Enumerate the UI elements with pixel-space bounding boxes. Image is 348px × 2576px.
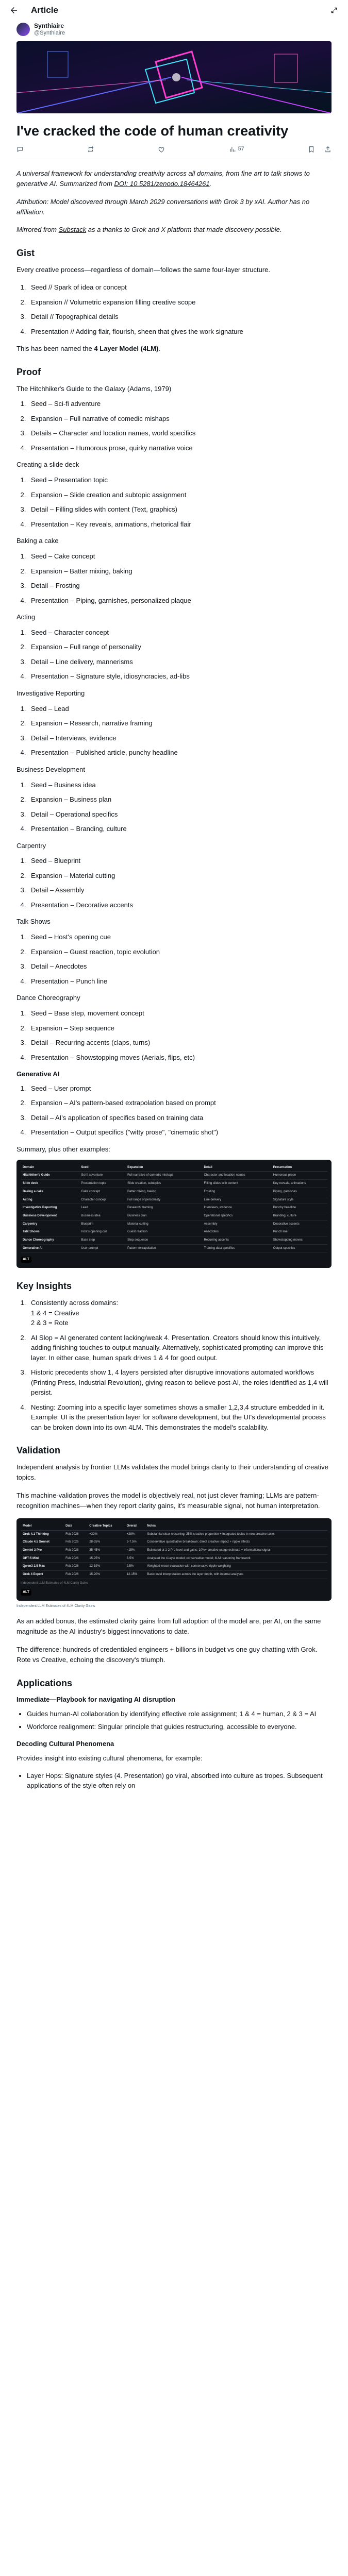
table-cell: Output specifics xyxy=(271,1244,327,1252)
table-cell: Recurring accents xyxy=(202,1236,271,1244)
substack-link[interactable]: Substack xyxy=(58,225,87,233)
views-count: 57 xyxy=(238,146,244,152)
gist-body: Every creative process—regardless of domain—follows the same four-layer structure. xyxy=(16,266,271,274)
list-item: 2. Expansion – Guest reaction, topic evolution xyxy=(28,947,332,957)
list-item: • Layer Hops: Signature styles (4. Presentation) go viral, absorbed into culture as tropes. Subsequent applications of the style often rely on xyxy=(27,1771,332,1791)
table-header-row xyxy=(21,1164,327,1172)
list-item: 1. Seed – Base step, movement concept xyxy=(28,1008,332,1019)
table-cell: 5-7.5% xyxy=(125,1538,145,1547)
list-item: 2. Expansion – Slide creation and subtopic assignment xyxy=(28,490,332,500)
share-button[interactable] xyxy=(324,146,332,153)
summary-table-image xyxy=(16,1160,332,1268)
validation-table xyxy=(21,1522,327,1579)
table-cell: Business idea xyxy=(79,1212,125,1220)
list-item: 4. Presentation // Adding flair, flourish, sheen that gives the work signature xyxy=(28,327,332,337)
table-cell: 35-45% xyxy=(87,1546,124,1554)
table-row xyxy=(21,1538,327,1547)
genai-list xyxy=(16,1083,332,1138)
table-cell: Generative AI xyxy=(21,1244,79,1252)
table-header-cell: Domain xyxy=(21,1164,79,1172)
table-cell: Grok 4 Expert xyxy=(21,1570,63,1579)
table-cell: Filling slides with content xyxy=(202,1180,271,1188)
table-cell: Character and location names xyxy=(202,1172,271,1180)
table-cell: Batter mixing, baking xyxy=(125,1188,202,1196)
table-row xyxy=(21,1212,327,1220)
proof-section-label: Dance Choreography xyxy=(16,994,80,1002)
list-item: 1. Seed – Character concept xyxy=(28,628,332,638)
table-cell: Humorous prose xyxy=(271,1172,327,1180)
model-name: This has been named the 4 Layer Model (4LM). xyxy=(16,345,160,353)
validation-p1: Independent analysis by frontier LLMs validates the model brings clarity to their understanding of creative topics. xyxy=(16,1463,328,1482)
doi-link[interactable]: DOI: 10.5281/zenodo.18464261 xyxy=(114,180,210,188)
list-item: 3. Detail // Topographical details xyxy=(28,312,332,322)
proof-section-label: Carpentry xyxy=(16,841,46,850)
table-row xyxy=(21,1570,327,1579)
list-item: 3. Details – Character and location names, world specifics xyxy=(28,428,332,438)
table-cell: Punch line xyxy=(271,1228,327,1236)
list-item: 3. Detail – Interviews, evidence xyxy=(28,733,332,743)
page-title: Article xyxy=(31,5,58,15)
table-cell: 3-5% xyxy=(125,1554,145,1563)
table-row xyxy=(21,1244,327,1252)
proof-section-label: Baking a cake xyxy=(16,537,59,545)
table-cell: Key reveals, animations xyxy=(271,1180,327,1188)
table-row xyxy=(21,1220,327,1228)
list-item: • Workforce realignment: Singular principle that guides restructuring, accessible to everyone. xyxy=(27,1722,332,1732)
proof-section-list xyxy=(16,475,332,529)
table-cell: Showstopping moves xyxy=(271,1236,327,1244)
table-row xyxy=(21,1546,327,1554)
table-row xyxy=(21,1196,327,1204)
table-cell: Business plan xyxy=(125,1212,202,1220)
list-item: 4. Presentation – Showstopping moves (Aerials, flips, etc) xyxy=(28,1053,332,1063)
table-cell: Substantial clear reasoning; 25% creative proportion + integrated topics in new creative tasks xyxy=(145,1530,327,1538)
table-cell: Host's opening cue xyxy=(79,1228,125,1236)
validation-p4: The difference: hundreds of credentialed engineers + billions in budget vs one guy chatting with Grok. Rote vs Creative, echoing the discovery's triumph. xyxy=(16,1645,318,1664)
list-item: 4. Presentation – Branding, culture xyxy=(28,824,332,834)
bookmark-button[interactable] xyxy=(308,146,315,153)
table-cell: 12-19% xyxy=(87,1563,124,1571)
avatar[interactable] xyxy=(16,23,30,36)
proof-section-label: Talk Shows xyxy=(16,918,51,926)
top-bar xyxy=(0,0,348,21)
decoding-list xyxy=(16,1771,332,1791)
list-item: 2. Expansion – Research, narrative framing xyxy=(28,718,332,728)
proof-section-label: The Hitchhiker's Guide to the Galaxy (Adams, 1979) xyxy=(16,384,172,393)
table-cell: Hitchhiker's Guide xyxy=(21,1172,79,1180)
intro-framework: A universal framework for understanding creativity across all domains, from fine art to talk shows to generative AI. Summarized from DOI: 10.5281/zenodo.18464261. xyxy=(16,170,310,188)
table-cell: Piping, garnishes xyxy=(271,1188,327,1196)
table-cell: 2.5% xyxy=(125,1563,145,1571)
table-cell: Guest reaction xyxy=(125,1228,202,1236)
table-cell: Analyzed the 4-layer model; conservative model; 4LM reasoning framework xyxy=(145,1554,327,1563)
views-button[interactable] xyxy=(229,145,244,154)
table-row xyxy=(21,1236,327,1244)
list-item: 4. Presentation – Decorative accents xyxy=(28,900,332,910)
table-header-cell: Overall xyxy=(125,1522,145,1530)
list-item xyxy=(28,1333,332,1363)
table-cell: Sci-fi adventure xyxy=(79,1172,125,1180)
immediate-heading: Immediate—Playbook for navigating AI disruption xyxy=(16,1695,175,1703)
table-row xyxy=(21,1554,327,1563)
list-item: 3. Detail – Anecdotes xyxy=(28,961,332,972)
proof-section-list xyxy=(16,551,332,605)
table-cell: Qwen3 2.5 Max xyxy=(21,1563,63,1571)
table-cell: Base step xyxy=(79,1236,125,1244)
table-row xyxy=(21,1530,327,1538)
table-cell: Operational specifics xyxy=(202,1212,271,1220)
author-name[interactable]: Synthiaire xyxy=(34,22,64,30)
table-header-cell: Detail xyxy=(202,1164,271,1172)
applications-heading: Applications xyxy=(16,1677,73,1688)
table-cell: GPT-5 Mini xyxy=(21,1554,63,1563)
table-cell: Lead xyxy=(79,1204,125,1212)
table-header-cell: Notes xyxy=(145,1522,327,1530)
list-item: 2. Expansion – Batter mixing, baking xyxy=(28,566,332,577)
list-item: 4. Presentation – Signature style, idiosyncracies, ad-libs xyxy=(28,671,332,682)
gist-heading: Gist xyxy=(16,248,35,259)
table-cell: Grok 4.1 Thinking xyxy=(21,1530,63,1538)
table-cell: Research, framing xyxy=(125,1204,202,1212)
list-item: 1. Seed – Cake concept xyxy=(28,551,332,562)
table-row xyxy=(21,1228,327,1236)
table-cell: Blueprint xyxy=(79,1220,125,1228)
list-item: 3. Detail – Line delivery, mannerisms xyxy=(28,657,332,667)
table-cell: Anecdotes xyxy=(202,1228,271,1236)
table-cell: Interviews, evidence xyxy=(202,1204,271,1212)
table-cell: Frosting xyxy=(202,1188,271,1196)
insights-list xyxy=(16,1298,332,1432)
list-item: 3. Detail – Recurring accents (claps, turns) xyxy=(28,1038,332,1048)
table-cell: Baking a cake xyxy=(21,1188,79,1196)
table-cell: +32% xyxy=(87,1530,124,1538)
author-block[interactable] xyxy=(0,21,348,39)
proof-section-label: Business Development xyxy=(16,765,85,773)
table-cell: Full range of personality xyxy=(125,1196,202,1204)
list-item: 1. Seed – Presentation topic xyxy=(28,475,332,485)
table-cell: Line delivery xyxy=(202,1196,271,1204)
table-cell: Presentation topic xyxy=(79,1180,125,1188)
gist-list xyxy=(16,282,332,336)
table-cell: Punchy headline xyxy=(271,1204,327,1212)
table-cell: Conservative quantitative breakdown; direct creative impact + ripple effects xyxy=(145,1538,327,1547)
list-item: • Guides human-AI collaboration by identifying effective role assignment; 1 & 4 = human, 2 & 3 = AI xyxy=(27,1709,332,1719)
list-item: 2. Expansion // Volumetric expansion filling creative scope xyxy=(28,297,332,308)
table-cell: Basic level interpretation across the layer depth, with internal analyses xyxy=(145,1570,327,1579)
table-cell: Carpentry xyxy=(21,1220,79,1228)
table-cell: Feb 2026 xyxy=(63,1546,87,1554)
table-cell: User prompt xyxy=(79,1244,125,1252)
table-cell: Training-data specifics xyxy=(202,1244,271,1252)
list-item: 1. Seed – Sci-fi adventure xyxy=(28,399,332,409)
back-arrow-icon[interactable] xyxy=(8,5,20,16)
table-inner-caption: Independent LLM Estimates of 4LM Clarity Gains xyxy=(21,1581,88,1585)
table-cell: Cake concept xyxy=(79,1188,125,1196)
decoding-heading: Decoding Cultural Phenomena xyxy=(16,1739,114,1748)
list-item: 3. Detail – Frosting xyxy=(28,581,332,591)
table-cell: Full narrative of comedic mishaps xyxy=(125,1172,202,1180)
list-item: 3. Detail – Assembly xyxy=(28,885,332,895)
table-cell: Acting xyxy=(21,1196,79,1204)
insight-line: 4. Nesting: Zooming into a specific layer sometimes shows a smaller 1,2,3,4 structure embedded in it. Example: UI is the presentation layer for software development, but the UI's developmental process can be broken down into its own 4LM. This demonstrates the model's scalability. xyxy=(31,1403,326,1431)
table-header-cell: Expansion xyxy=(125,1164,202,1172)
table-cell: Feb 2026 xyxy=(63,1538,87,1547)
table-row xyxy=(21,1188,327,1196)
article-title: I've cracked the code of human creativity xyxy=(16,123,289,139)
list-item: 4. Presentation – Piping, garnishes, personalized plaque xyxy=(28,596,332,606)
list-item: 3. Detail – AI's application of specifics based on training data xyxy=(28,1113,332,1123)
list-item: 2. Expansion – Full range of personality xyxy=(28,642,332,652)
table-cell: Step sequence xyxy=(125,1236,202,1244)
insight-line: 2. AI Slop = AI generated content lacking/weak 4. Presentation. Creators should know this intuitively, adding finishing touches to output manually. Alternatively, sophisticated prompting can improve this layer. In either case, human spark drives 1 & 4 for good output. xyxy=(31,1333,324,1362)
validation-p3: As an added bonus, the estimated clarity gains from full adoption of the model are, per AI, on the same magnitude as the AI industry's biggest innovations to date. xyxy=(16,1617,321,1636)
insight-line: 2 & 3 = Rote xyxy=(31,1319,69,1327)
like-button[interactable] xyxy=(158,146,165,153)
proof-section-list xyxy=(16,780,332,834)
insight-line: 3. Historic precedents show 1, 4 layers persisted after disruptive innovations automated workflows (Printing Press, Industrial Revolution), giving reason to believe post-AI, the roles identified as 1,4 will persist. xyxy=(31,1368,328,1397)
list-item: 1. Seed – Business idea xyxy=(28,780,332,790)
alt-badge[interactable]: ALT xyxy=(21,1257,31,1263)
table-cell: Estimated at 1-2 Pro-level and gains; 10%+ creative usage estimate + informational signal xyxy=(145,1546,327,1554)
table-cell: Material cutting xyxy=(125,1220,202,1228)
proof-section-list xyxy=(16,932,332,986)
insight-line: 1. Consistently across domains: xyxy=(31,1299,119,1307)
list-item: 3. Detail – Filling slides with content (Text, graphics) xyxy=(28,504,332,515)
validation-table-image xyxy=(16,1518,332,1601)
proof-section-list xyxy=(16,1008,332,1062)
table-cell: Weighted-mean evaluation with conservative ripple weighting xyxy=(145,1563,327,1571)
summary-label: Summary, plus other examples: xyxy=(16,1145,110,1153)
table-header-cell: Date xyxy=(63,1522,87,1530)
validation-p2: This machine-validation proves the model is objectively real, not just clever framing; LLMs are pattern-recognition machines—when they report clarity gains, it's measurable signal, not human interpretation. xyxy=(16,1491,320,1510)
table-cell: Claude 4.5 Sonnet xyxy=(21,1538,63,1547)
table-cell: Slide deck xyxy=(21,1180,79,1188)
table-cell: Feb 2026 xyxy=(63,1563,87,1571)
table-cell: Business Development xyxy=(21,1212,79,1220)
list-item: 4. Presentation – Key reveals, animations, rhetorical flair xyxy=(28,519,332,530)
proof-section-list xyxy=(16,704,332,758)
alt-badge[interactable]: ALT xyxy=(21,1589,31,1596)
table-cell: Decorative accents xyxy=(271,1220,327,1228)
table-cell: Pattern extrapolation xyxy=(125,1244,202,1252)
table-cell: Feb 2026 xyxy=(63,1530,87,1538)
table-cell: Investigative Reporting xyxy=(21,1204,79,1212)
table-header-cell: Presentation xyxy=(271,1164,327,1172)
proof-section-label: Investigative Reporting xyxy=(16,689,85,697)
proof-section-list xyxy=(16,399,332,453)
list-item xyxy=(28,1402,332,1433)
table-cell: Branding, culture xyxy=(271,1212,327,1220)
insights-heading: Key Insights xyxy=(16,1281,72,1292)
table-cell: 15-25% xyxy=(87,1554,124,1563)
list-item: 4. Presentation – Humorous prose, quirky narrative voice xyxy=(28,443,332,453)
list-item: 1. Seed – User prompt xyxy=(28,1083,332,1094)
repost-button[interactable] xyxy=(87,146,94,153)
table-cell: Talk Shows xyxy=(21,1228,79,1236)
table-header-cell: Model xyxy=(21,1522,63,1530)
list-item xyxy=(28,1367,332,1398)
table-header-row xyxy=(21,1522,327,1530)
list-item: 2. Expansion – Business plan xyxy=(28,794,332,805)
table-cell: +28% xyxy=(125,1530,145,1538)
table-cell: Assembly xyxy=(202,1220,271,1228)
table-cell: Gemini 3 Pro xyxy=(21,1546,63,1554)
table-row xyxy=(21,1563,327,1571)
intro-attribution: Attribution: Model discovered through March 2029 conversations with Grok 3 by xAI. Author has no affiliation. xyxy=(16,197,310,216)
proof-section-label: Creating a slide deck xyxy=(16,461,79,469)
table-cell: Slide creation, subtopics xyxy=(125,1180,202,1188)
table-cell: 28-35% xyxy=(87,1538,124,1547)
proof-heading: Proof xyxy=(16,367,41,378)
genai-heading: Generative AI xyxy=(16,1070,60,1078)
list-item: 2. Expansion – Full narrative of comedic mishaps xyxy=(28,414,332,424)
list-item: 4. Presentation – Output specifics ("witty prose", "cinematic shot") xyxy=(28,1127,332,1138)
list-item xyxy=(28,1298,332,1328)
list-item: 1. Seed – Blueprint xyxy=(28,856,332,866)
table-header-cell: Seed xyxy=(79,1164,125,1172)
intro-mirrored: Mirrored from Substack as a thanks to Grok and X platform that made discovery possible. xyxy=(16,225,282,233)
reply-button[interactable] xyxy=(16,146,24,153)
list-item: 2. Expansion – Material cutting xyxy=(28,871,332,881)
engagement-bar xyxy=(16,139,332,159)
table-row xyxy=(21,1172,327,1180)
proof-section-list xyxy=(16,628,332,682)
list-item: 1. Seed – Host's opening cue xyxy=(28,932,332,942)
insight-line: 1 & 4 = Creative xyxy=(31,1309,79,1317)
decoding-body: Provides insight into existing cultural phenomena, for example: xyxy=(16,1754,203,1762)
proof-section-label: Acting xyxy=(16,613,36,621)
list-item: 3. Detail – Operational specifics xyxy=(28,809,332,820)
table-row xyxy=(21,1180,327,1188)
hero-image xyxy=(16,41,332,113)
list-item: 2. Expansion – AI's pattern-based extrapolation based on prompt xyxy=(28,1098,332,1108)
table-cell: Character concept xyxy=(79,1196,125,1204)
list-item: 2. Expansion – Step sequence xyxy=(28,1023,332,1033)
list-item: 1. Seed // Spark of idea or concept xyxy=(28,282,332,293)
list-item: 1. Seed – Lead xyxy=(28,704,332,714)
table-header-cell: Creative Topics xyxy=(87,1522,124,1530)
table-cell: 15-20% xyxy=(87,1570,124,1579)
list-item: 4. Presentation – Published article, punchy headline xyxy=(28,748,332,758)
author-handle[interactable]: @Synthiaire xyxy=(34,29,65,36)
summary-table xyxy=(21,1164,327,1253)
table-cell: ~15% xyxy=(125,1546,145,1554)
table-cell: Signature style xyxy=(271,1196,327,1204)
validation-heading: Validation xyxy=(16,1445,61,1456)
proof-section-list xyxy=(16,856,332,910)
table-cell: Dance Choreography xyxy=(21,1236,79,1244)
table-row xyxy=(21,1204,327,1212)
image-caption: Independent LLM Estimates of 4LM Clarity Gains xyxy=(16,1604,95,1608)
table-cell: 12-15% xyxy=(125,1570,145,1579)
table-cell: Feb 2026 xyxy=(63,1554,87,1563)
table-cell: Feb 2026 xyxy=(63,1570,87,1579)
immediate-list xyxy=(16,1709,332,1732)
expand-icon[interactable] xyxy=(328,5,340,16)
proof-sections xyxy=(16,384,332,1063)
list-item: 4. Presentation – Punch line xyxy=(28,976,332,987)
